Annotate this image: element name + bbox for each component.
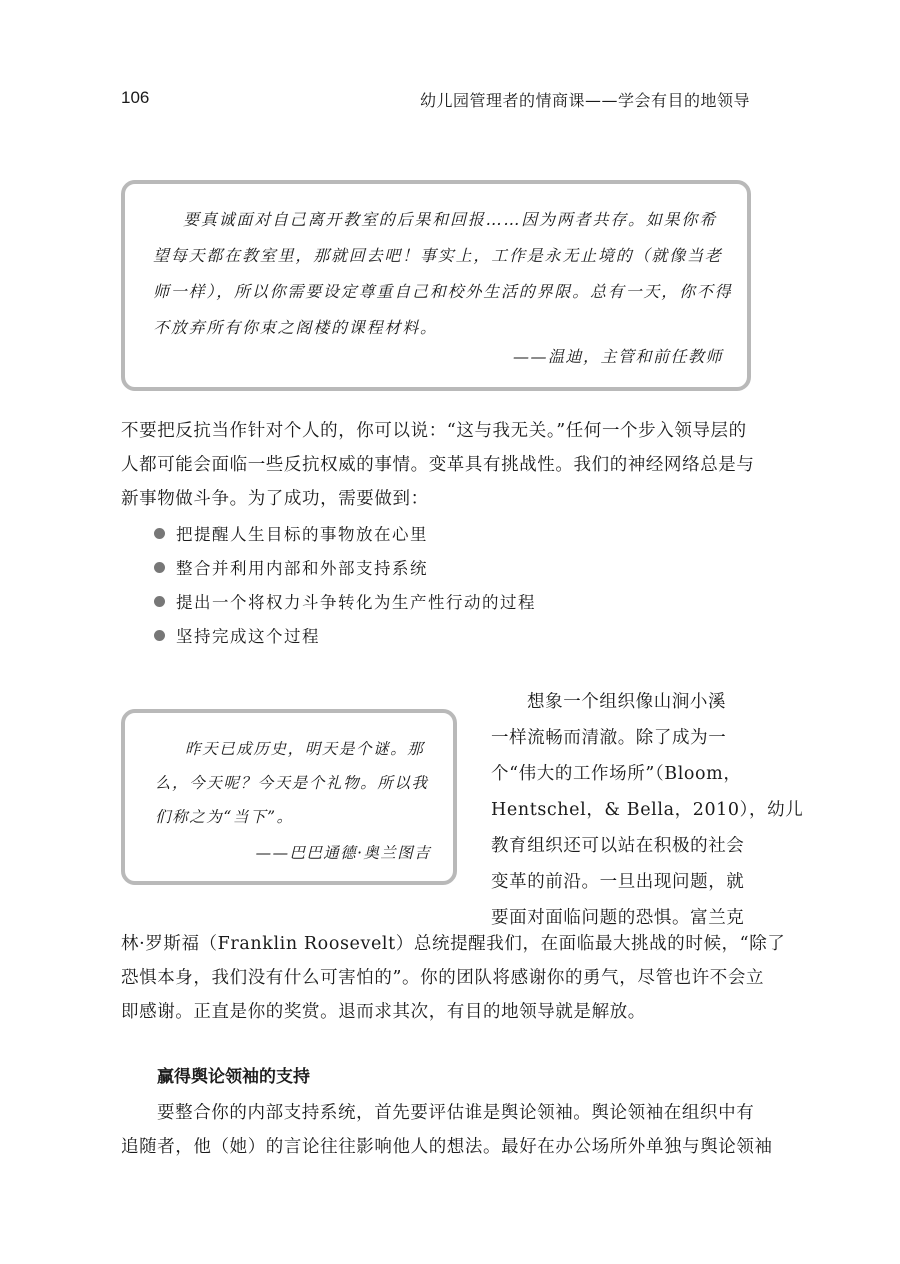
body-text-line: 一样流畅而清澈。除了成为一	[491, 728, 727, 748]
bullet-item: 把提醒人生目标的事物放在心里	[176, 521, 428, 545]
body-text-line: 即感谢。正直是你的奖赏。退而求其次，有目的地领导就是解放。	[121, 1002, 646, 1022]
quote-line: 师一样），所以你需要设定尊重自己和校外生活的界限。总有一天，你不得	[153, 282, 733, 301]
body-text-line: 人都可能会面临一些反抗权威的事情。变革具有挑战性。我们的神经网络总是与	[121, 455, 755, 475]
body-text-line: 变革的前沿。一旦出现问题，就	[491, 872, 745, 892]
running-header: 幼儿园管理者的情商课——学会有目的地领导	[419, 91, 750, 110]
quote-attribution: ——温迪，主管和前任教师	[512, 347, 723, 366]
section-heading: 赢得舆论领袖的支持	[157, 1067, 310, 1087]
body-text-line: 新事物做斗争。为了成功，需要做到：	[121, 489, 429, 509]
bullet-item: 整合并利用内部和外部支持系统	[176, 555, 428, 579]
body-text-line: 个“伟大的工作场所”（Bloom，	[491, 764, 742, 784]
quote-line: 们称之为“当下”。	[155, 808, 294, 826]
quote-line: 昨天已成历史，明天是个谜。那	[185, 740, 425, 758]
page-number: 106	[121, 88, 150, 107]
body-text-line: 林·罗斯福（Franklin Roosevelt）总统提醒我们，在面临最大挑战的时候，“除了	[121, 934, 786, 954]
body-text-line: 教育组织还可以站在积极的社会	[491, 836, 745, 856]
quote-line: 么，今天呢？今天是个礼物。所以我	[155, 774, 429, 792]
body-text-line: Hentschel，& Bella，2010），幼儿	[491, 800, 804, 820]
quote-box-wendy	[121, 180, 751, 391]
body-text-line: 想象一个组织像山涧小溪	[527, 692, 727, 712]
bullet-item: 坚持完成这个过程	[176, 623, 320, 647]
quote-attribution: ——巴巴通德·奥兰图吉	[255, 844, 431, 862]
body-text-line: 恐惧本身，我们没有什么可害怕的”。你的团队将感谢你的勇气，尽管也许不会立	[121, 968, 765, 988]
body-text-line: 不要把反抗当作针对个人的，你可以说：“这与我无关。”任何一个步入领导层的	[121, 421, 747, 441]
bullet-item: 提出一个将权力斗争转化为生产性行动的过程	[176, 589, 536, 613]
body-text-line: 要面对面临问题的恐惧。富兰克	[491, 908, 745, 928]
quote-line: 望每天都在教室里，那就回去吧！事实上，工作是永无止境的（就像当老	[153, 246, 723, 265]
quote-box-babatunde	[121, 709, 457, 885]
quote-line: 不放弃所有你束之阁楼的课程材料。	[153, 318, 438, 337]
body-text-line: 要整合你的内部支持系统，首先要评估谁是舆论领袖。舆论领袖在组织中有	[157, 1103, 755, 1123]
quote-line: 要真诚面对自己离开教室的后果和回报……因为两者共存。如果你希	[183, 210, 718, 229]
body-text-line: 追随者，他（她）的言论往往影响他人的想法。最好在办公场所外单独与舆论领袖	[121, 1137, 773, 1157]
